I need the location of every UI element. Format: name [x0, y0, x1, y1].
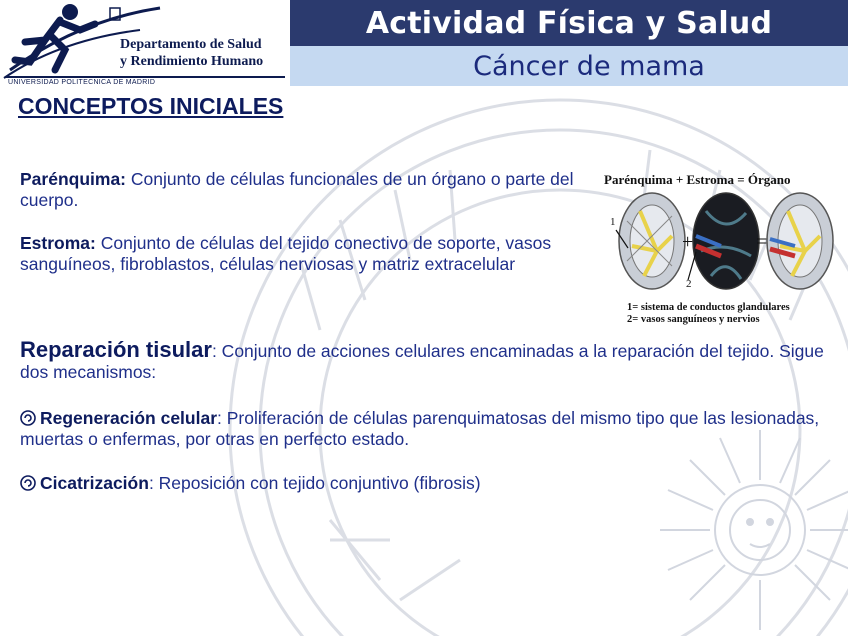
estroma-definition — [20, 233, 620, 275]
svg-text:=: = — [756, 231, 768, 253]
diagram-label-1: 1 — [610, 216, 616, 228]
department-name-line2: y Rendimiento Humano — [120, 54, 264, 69]
slide-title: Actividad Física y Salud — [365, 5, 773, 41]
title-bar — [290, 0, 848, 46]
reparacion-text: : Conjunto de acciones celulares encaminadas a la reparación del tejido. Sigue dos mecanismos: — [20, 341, 824, 382]
svg-text:+: + — [682, 231, 694, 253]
cicatrizacion-bullet — [20, 473, 845, 494]
diagram-caption-1: 1= sistema de conductos glandulares — [627, 302, 790, 313]
parenquima-text: Conjunto de células funcionales de un órgano o parte del cuerpo. — [20, 169, 574, 210]
regeneracion-term: Regeneración celular — [40, 408, 218, 428]
university-name: UNIVERSIDAD POLITECNICA DE MADRID — [8, 79, 156, 86]
department-name-line1: Departamento de Salud — [120, 37, 262, 52]
cicatrizacion-term: Cicatrización — [40, 473, 149, 493]
reparacion-term: Reparación tisular — [20, 337, 212, 362]
estroma-term: Estroma: — [20, 233, 96, 253]
diagram-caption-2: 2= vasos sanguíneos y nervios — [627, 314, 760, 325]
diagram-label-2: 2 — [686, 278, 692, 290]
spiral-bullet-icon — [20, 410, 36, 426]
reparacion-definition — [20, 339, 840, 383]
spiral-bullet-icon — [20, 475, 36, 491]
subtitle-bar — [290, 46, 848, 86]
section-heading: CONCEPTOS INICIALES — [18, 93, 284, 119]
regeneracion-bullet — [20, 408, 845, 450]
diagram-title: Parénquima + Estroma = Órgano — [604, 172, 791, 187]
organ-diagram — [600, 168, 838, 328]
cicatrizacion-text: : Reposición con tejido conjuntivo (fibrosis) — [148, 473, 481, 493]
parenquima-term: Parénquima: — [20, 169, 126, 189]
parenquima-definition — [20, 169, 610, 211]
department-logo — [0, 0, 290, 88]
slide-subtitle: Cáncer de mama — [473, 50, 705, 82]
estroma-text: Conjunto de células del tejido conectivo de soporte, vasos sanguíneos, fibroblastos, células nerviosas y matriz extracelular — [20, 233, 552, 274]
regeneracion-text: : Proliferación de células parenquimatosas del mismo tipo que las lesionadas, muertas o enfermas, por otras en perfecto estado. — [20, 408, 820, 449]
